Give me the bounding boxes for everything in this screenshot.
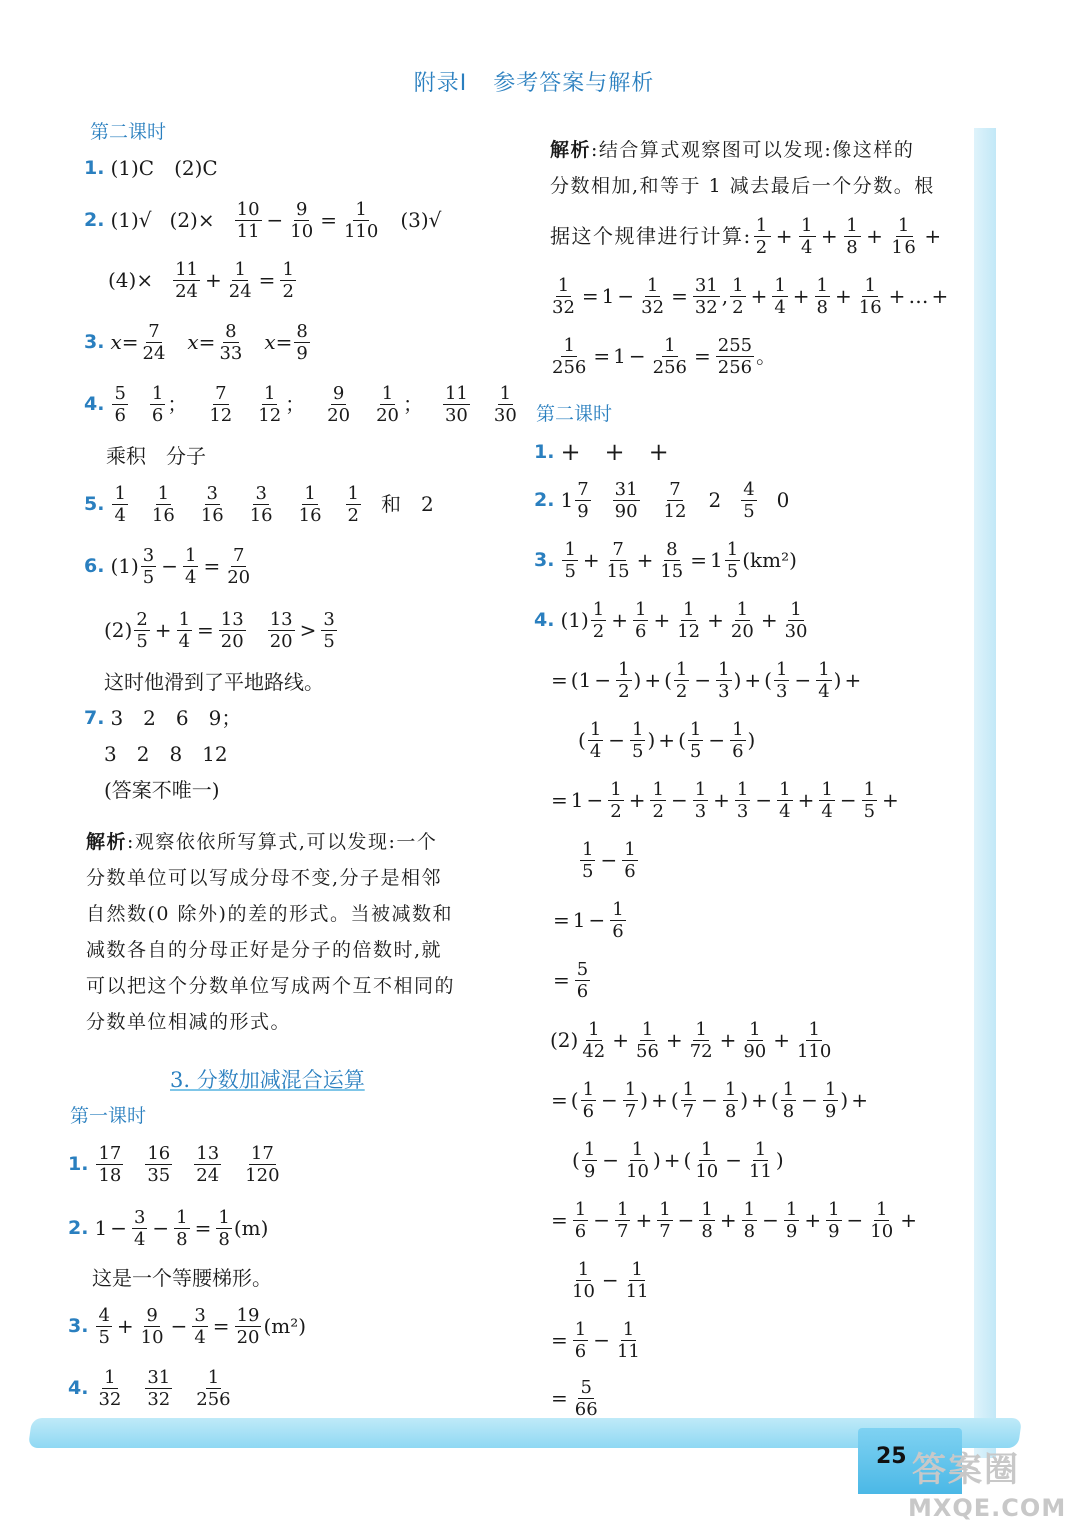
fraction: $\frac{1}{7}$ xyxy=(624,1078,637,1122)
fraction: $\frac{1}{2}$ xyxy=(618,658,630,702)
fraction: 1 20 xyxy=(376,382,399,426)
fraction: $\frac{1}{7}$ xyxy=(659,1198,671,1242)
section-title-2: 第一课时 xyxy=(70,1105,147,1127)
fraction: $\frac{19}{20}$ xyxy=(236,1304,260,1348)
step-line: = 1 − $\frac{1}{2}$ + $\frac{1}{2}$ − $\frac{1}{3}$ + $\frac{1}{3}$ − $\frac{1}{4}$ + $\frac{1}{4}$ − $\frac{1}{5}$ + xyxy=(551,778,899,822)
lesson1-answer-4: 4. 1 32 31 32 1 256 xyxy=(68,1366,231,1410)
section-title: 第二课时 xyxy=(90,121,167,143)
step-line: = 1 − $\frac{1}{6}$ xyxy=(553,898,624,942)
fraction: $\frac{1}{4}$ xyxy=(185,544,197,588)
fraction: 1 7 xyxy=(682,1078,695,1122)
fraction: $\frac{1}{8}$ xyxy=(701,1198,713,1242)
fraction: 1 2 xyxy=(675,658,688,702)
lesson1-answer-3: 3. 4 5 + $\frac{9}{10}$ − $\frac{3}{4}$ = $\frac{19}{20}$ (m²) xyxy=(68,1304,307,1348)
answer-2: 2. (1)√ (2)× 10 11 − $\frac{9}{10}$ = $\frac{1}{110}$ (3)√ xyxy=(84,198,442,242)
answer-6-part2: (2) 2 5 + $\frac{1}{4}$ = $\frac{13}{20}$ 13 20 > 3 5 xyxy=(104,608,335,652)
answer-7-row2: 3 2 8 12 xyxy=(104,742,228,766)
fraction: 1 9 xyxy=(583,1138,596,1182)
analysis-left: 解析:观察依依所写算式,可以发现:一个 分数单位可以写成分母不变,分子是相邻 自然数(0 除外)的差的形式。当被减数和 减数各自的分母正好是分子的倍数时,就 可以把这个分数单位写成两个互不相同的 分数单位相减的形式。 xyxy=(86,831,456,1033)
answer-4: 4. 5 6 1 6 ； 7 12 1 12 ； 9 20 1 20 ； 11 30 1 30 xyxy=(84,382,517,426)
fraction: $\frac{1}{2}$ xyxy=(652,778,664,822)
fraction: 11 24 xyxy=(175,258,198,302)
watermark-url: MXQE.COM xyxy=(908,1494,1067,1522)
section-title-3: 第二课时 xyxy=(536,403,613,425)
fraction: $\frac{13}{20}$ xyxy=(220,608,244,652)
fraction: $\frac{1}{5}$ xyxy=(863,778,876,822)
fraction: $\frac{1}{6}$ xyxy=(574,1198,587,1242)
step-line: = $\frac{1}{6}$ − $\frac{1}{7}$ + $\frac{1}{7}$ − $\frac{1}{8}$ + $\frac{1}{8}$ − $\frac{1}{9}$ + $\frac{1}{9}$ − $\frac{1}{10}$ + xyxy=(551,1198,917,1242)
fraction: $\frac{1}{8}$ xyxy=(218,1206,230,1250)
header-appendix: 附录Ⅰ xyxy=(413,71,468,96)
fraction: 5 6 xyxy=(114,382,126,426)
fraction: $\frac{1}{2}$ xyxy=(282,258,294,302)
fraction: $\frac{1}{3}$ xyxy=(718,658,730,702)
fraction: $\frac{1}{56}$ xyxy=(636,1018,659,1062)
fraction: 1 2 xyxy=(592,598,605,642)
fraction: $\frac{255}{256}$ xyxy=(717,334,753,378)
fraction: $\frac{1}{12}$ xyxy=(677,598,701,642)
fraction: $\frac{1}{4}$ xyxy=(779,778,791,822)
fraction: 31 90 xyxy=(614,478,638,522)
fraction: 1 5 xyxy=(726,538,739,582)
analysis-right-line4: $\frac{1}{32}$ = 1 − $\frac{1}{32}$ = $\frac{31}{32}$ , 1 2 + $\frac{1}{4}$ + $\frac{1}{8}$ + $\frac{1}{16}$ + … + xyxy=(552,274,949,318)
fraction: $\frac{3}{4}$ xyxy=(194,1304,206,1348)
fraction: $\frac{8}{9}$ xyxy=(296,320,308,364)
answer-7: 7. 3 2 6 9； xyxy=(84,706,242,730)
fraction: $\frac{8}{15}$ xyxy=(660,538,684,582)
lesson1-answer-2: 2. 1 − $\frac{3}{4}$ − $\frac{1}{8}$ = $\frac{1}{8}$ (m) xyxy=(68,1206,269,1250)
chapter-title: 3. 分数加减混合运算 xyxy=(170,1068,365,1092)
fraction: $\frac{1}{10}$ xyxy=(870,1198,894,1242)
step-line: 1 5 − $\frac{1}{6}$ xyxy=(582,838,636,882)
fraction: $\frac{1}{256}$ xyxy=(552,334,587,378)
fraction: 13 20 xyxy=(269,608,293,652)
fraction: $\frac{5}{66}$ xyxy=(574,1376,598,1420)
fraction: $\frac{1}{2}$ xyxy=(610,778,622,822)
fraction: $\frac{7}{15}$ xyxy=(606,538,630,582)
fraction: 31 32 xyxy=(147,1366,171,1410)
fraction: 1 6 xyxy=(151,382,164,426)
side-decoration xyxy=(974,128,996,1458)
step-line: = ( 1 − $\frac{1}{2}$ ) + ( 1 2 − $\frac{1}{3}$ ) + ( 1 3 − $\frac{1}{4}$ ) + xyxy=(551,658,862,702)
lesson2-answer-4-part1: 4. (1) 1 2 + $\frac{1}{6}$ + $\frac{1}{12}$ + $\frac{1}{20}$ + $\frac{1}{30}$ xyxy=(534,598,808,642)
step-result: = $\frac{5}{66}$ xyxy=(551,1376,598,1420)
watermark-text: 答案圈 xyxy=(912,1450,1020,1490)
answer-3: 3. x= $\frac{7}{24}$ x= $\frac{8}{33}$ x= $\frac{8}{9}$ xyxy=(84,320,308,364)
step-line: ( 1 9 − $\frac{1}{10}$ ) + ( 1 10 − $\frac{1}{11}$ ) xyxy=(572,1138,784,1182)
step-result: = $\frac{5}{6}$ xyxy=(553,958,589,1002)
fraction: 2 5 xyxy=(136,608,148,652)
fraction: $\frac{1}{9}$ xyxy=(828,1198,840,1242)
answer-2-part4: (4)× 11 24 + $\frac{1}{24}$ = $\frac{1}{2}$ xyxy=(108,258,294,302)
fraction: $\frac{1}{11}$ xyxy=(625,1258,649,1302)
fraction: 4 5 xyxy=(98,1304,110,1348)
fraction: 7 9 xyxy=(577,478,589,522)
fraction: $\frac{5}{6}$ xyxy=(576,958,589,1002)
answer-1: 1. (1)C (2)C xyxy=(84,156,218,180)
fraction: $\frac{1}{9}$ xyxy=(785,1198,798,1242)
fraction: $\frac{9}{10}$ xyxy=(140,1304,164,1348)
answer-5: 5. 1 4 1 16 3 16 3 16 1 16 1 2 和 2 xyxy=(84,482,434,526)
lesson1-answer-2-text: 这是一个等腰梯形。 xyxy=(92,1266,272,1290)
fraction: 1 10 xyxy=(572,1258,595,1302)
fraction: 1 2 xyxy=(732,274,744,318)
fraction: $\frac{8}{33}$ xyxy=(219,320,243,364)
fraction: 13 24 xyxy=(196,1142,220,1186)
fraction: $\frac{1}{6}$ xyxy=(624,838,636,882)
fraction: 1 2 xyxy=(755,214,769,258)
fraction: 16 35 xyxy=(147,1142,171,1186)
fraction: $\frac{1}{9}$ xyxy=(824,1078,837,1122)
analysis-right-line3: 据这个规律进行计算: 1 2 + $\frac{1}{4}$ + $\frac{1}{8}$ + $\frac{1}{16}$ + xyxy=(550,214,943,258)
fraction: $\frac{1}{10}$ xyxy=(626,1138,649,1182)
fraction: $\frac{1}{4}$ xyxy=(800,214,814,258)
lesson2-answer-4-part2: (2) 1 42 + $\frac{1}{56}$ + $\frac{1}{72}$ + $\frac{1}{90}$ + $\frac{1}{110}$ xyxy=(550,1018,832,1062)
fraction: 1 32 xyxy=(98,1366,122,1410)
fraction: $\frac{1}{6}$ xyxy=(635,598,647,642)
fraction: $\frac{1}{4}$ xyxy=(818,658,830,702)
fraction: 1 5 xyxy=(689,718,702,762)
fraction: $\frac{1}{6}$ xyxy=(732,718,744,762)
fraction: $\frac{1}{8}$ xyxy=(846,214,860,258)
step-line: = ( 1 6 − $\frac{1}{7}$ ) + ( 1 7 − $\frac{1}{8}$ ) + ( 1 8 − $\frac{1}{9}$ ) + xyxy=(551,1078,868,1122)
fraction: $\frac{1}{3}$ xyxy=(694,778,707,822)
lesson2-answer-2: 2. 1 7 9 31 90 7 12 2 4 5 0 xyxy=(534,478,790,522)
header-title: 参考答案与解析 xyxy=(493,71,655,96)
fraction: $\frac{1}{256}$ xyxy=(652,334,687,378)
watermark-logo xyxy=(908,1442,1067,1530)
fraction: 1 2 xyxy=(347,482,359,526)
fraction: 1 3 xyxy=(775,658,788,702)
fraction: $\frac{9}{10}$ xyxy=(290,198,314,242)
fraction: 9 20 xyxy=(327,382,351,426)
lesson2-answer-3: 3. 1 5 + $\frac{7}{15}$ + $\frac{8}{15}$ = 1 1 5 (km²) xyxy=(534,538,797,582)
answer-4-words: 乘积 分子 xyxy=(106,444,206,468)
fraction: 7 12 xyxy=(209,382,233,426)
fraction: $\frac{1}{16}$ xyxy=(891,214,918,258)
fraction: $\frac{1}{8}$ xyxy=(724,1078,737,1122)
fraction: 1 10 xyxy=(695,1138,719,1182)
lesson2-answer-1: 1. + + + xyxy=(534,438,669,466)
fraction: 1 42 xyxy=(582,1018,606,1062)
fraction: 1 8 xyxy=(782,1078,795,1122)
fraction: 3 16 xyxy=(200,482,224,526)
fraction: 7 12 xyxy=(663,478,687,522)
fraction: 4 5 xyxy=(743,478,755,522)
step-line: 1 10 − $\frac{1}{11}$ xyxy=(572,1258,649,1302)
fraction: 3 5 xyxy=(323,608,335,652)
fraction: 1 5 xyxy=(564,538,576,582)
answer-6-part1: 6. (1) 3 5 − $\frac{1}{4}$ = $\frac{7}{20}$ xyxy=(84,544,251,588)
page-header xyxy=(0,66,1068,97)
fraction: 1 4 xyxy=(114,482,126,526)
fraction: 11 30 xyxy=(444,382,468,426)
fraction: $\frac{1}{72}$ xyxy=(689,1018,713,1062)
step-line: = $\frac{1}{6}$ − $\frac{1}{11}$ xyxy=(551,1318,640,1362)
fraction: 17 18 xyxy=(98,1142,122,1186)
fraction: $\frac{1}{16}$ xyxy=(858,274,882,318)
fraction: $\frac{1}{8}$ xyxy=(743,1198,756,1242)
fraction: $\frac{1}{3}$ xyxy=(736,778,749,822)
fraction: 1 16 xyxy=(151,482,175,526)
fraction: 1 6 xyxy=(582,1078,595,1122)
fraction: $\frac{7}{24}$ xyxy=(142,320,166,364)
analysis-right: 解析:结合算式观察图可以发现:像这样的 分数相加,和等于 1 减去最后一个分数。根 xyxy=(550,139,935,197)
fraction: $\frac{1}{24}$ xyxy=(228,258,252,302)
fraction: $\frac{1}{11}$ xyxy=(749,1138,772,1182)
fraction: 1 4 xyxy=(589,718,602,762)
fraction: $\frac{1}{4}$ xyxy=(774,274,786,318)
step-line: ( 1 4 − $\frac{1}{5}$ ) + ( 1 5 − $\frac{1}{6}$ ) xyxy=(578,718,756,762)
answer-6-text: 这时他滑到了平地路线。 xyxy=(104,670,324,694)
fraction: $\frac{1}{6}$ xyxy=(574,1318,587,1362)
answer-7-note: (答案不唯一) xyxy=(104,778,220,802)
analysis-right-line5: $\frac{1}{256}$ = 1 − $\frac{1}{256}$ = $\frac{255}{256}$ 。 xyxy=(552,334,777,378)
fraction: 1 30 xyxy=(493,382,517,426)
fraction: $\frac{1}{32}$ xyxy=(641,274,665,318)
fraction: $\frac{1}{8}$ xyxy=(176,1206,188,1250)
fraction: $\frac{1}{4}$ xyxy=(178,608,191,652)
fraction: 17 120 xyxy=(245,1142,280,1186)
fraction: $\frac{7}{20}$ xyxy=(227,544,251,588)
fraction: $\frac{3}{4}$ xyxy=(133,1206,146,1250)
fraction: $\frac{1}{6}$ xyxy=(612,898,624,942)
fraction: $\frac{1}{32}$ xyxy=(552,274,575,318)
fraction: $\frac{31}{32}$ xyxy=(694,274,718,318)
fraction: 1 16 xyxy=(298,482,322,526)
fraction: $\frac{1}{110}$ xyxy=(343,198,379,242)
fraction: 1 5 xyxy=(582,838,594,882)
page-number: 25 xyxy=(876,1444,907,1469)
fraction: 1 256 xyxy=(196,1366,231,1410)
fraction: $\frac{1}{8}$ xyxy=(816,274,828,318)
fraction: $\frac{1}{7}$ xyxy=(616,1198,629,1242)
fraction: $\frac{1}{20}$ xyxy=(730,598,754,642)
fraction: 10 11 xyxy=(236,198,260,242)
fraction: $\frac{1}{4}$ xyxy=(821,778,833,822)
fraction: $\frac{1}{30}$ xyxy=(784,598,808,642)
fraction: $\frac{1}{5}$ xyxy=(632,718,644,762)
lesson1-answer-1: 1. 17 18 16 35 13 24 17 120 xyxy=(68,1142,280,1186)
fraction: $\frac{1}{11}$ xyxy=(616,1318,640,1362)
fraction: $\frac{1}{110}$ xyxy=(797,1018,832,1062)
fraction: 3 16 xyxy=(249,482,273,526)
fraction: $\frac{1}{90}$ xyxy=(743,1018,767,1062)
fraction: 1 12 xyxy=(258,382,282,426)
fraction: 3 5 xyxy=(142,544,155,588)
